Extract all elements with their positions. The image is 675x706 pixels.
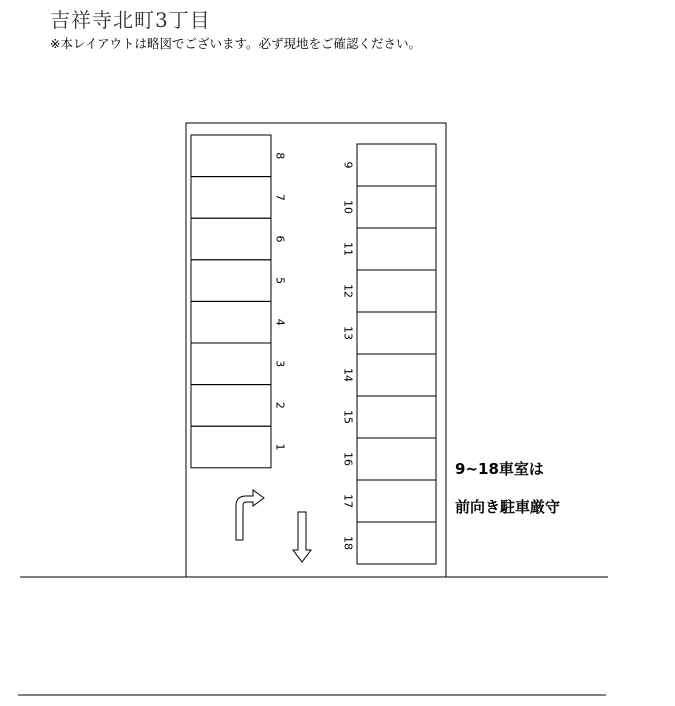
- lot-outline: [186, 123, 446, 577]
- parking-space-label: 6: [273, 235, 287, 243]
- parking-space-label: 10: [341, 200, 355, 214]
- parking-space-16: [357, 438, 436, 480]
- parking-space-2: [191, 385, 271, 427]
- disclaimer-note: ※本レイアウトは略図でございます。必ず現地をご確認ください。: [50, 36, 421, 51]
- parking-space-label: 3: [273, 360, 287, 368]
- parking-space-label: 15: [341, 410, 355, 424]
- parking-space-label: 7: [273, 193, 287, 201]
- parking-space-15: [357, 396, 436, 438]
- parking-space-label: 4: [273, 318, 287, 326]
- parking-space-label: 8: [273, 152, 287, 160]
- parking-space-7: [191, 177, 271, 219]
- parking-space-5: [191, 260, 271, 302]
- parking-space-label: 12: [341, 284, 355, 298]
- parking-space-8: [191, 135, 271, 177]
- parking-space-1: [191, 426, 271, 468]
- parking-space-label: 14: [341, 368, 355, 382]
- notice-line-1: 9~18車室は: [455, 460, 544, 478]
- parking-space-17: [357, 480, 436, 522]
- parking-space-14: [357, 354, 436, 396]
- parking-space-label: 9: [341, 161, 355, 169]
- parking-space-label: 5: [273, 277, 287, 285]
- parking-space-label: 16: [341, 452, 355, 466]
- parking-space-label: 18: [341, 536, 355, 550]
- right-parking-row: [342, 144, 437, 564]
- parking-space-13: [357, 312, 436, 354]
- parking-space-6: [191, 218, 271, 260]
- parking-space-4: [191, 301, 271, 343]
- notice-line-2: 前向き駐車厳守: [455, 498, 561, 516]
- parking-space-11: [357, 228, 436, 270]
- page-title: 吉祥寺北町3丁目: [50, 8, 211, 32]
- left-parking-row: [191, 135, 287, 468]
- parking-space-label: 2: [273, 401, 287, 409]
- parking-space-18: [357, 522, 436, 564]
- parking-space-label: 1: [273, 443, 287, 451]
- parking-space-label: 11: [341, 242, 355, 256]
- parking-space-10: [357, 186, 436, 228]
- parking-space-9: [357, 144, 436, 186]
- parking-space-12: [357, 270, 436, 312]
- parking-space-3: [191, 343, 271, 385]
- turn-arrow-icon: [236, 490, 264, 540]
- parking-space-label: 13: [341, 326, 355, 340]
- down-arrow-icon: [293, 512, 311, 562]
- parking-space-label: 17: [341, 494, 355, 508]
